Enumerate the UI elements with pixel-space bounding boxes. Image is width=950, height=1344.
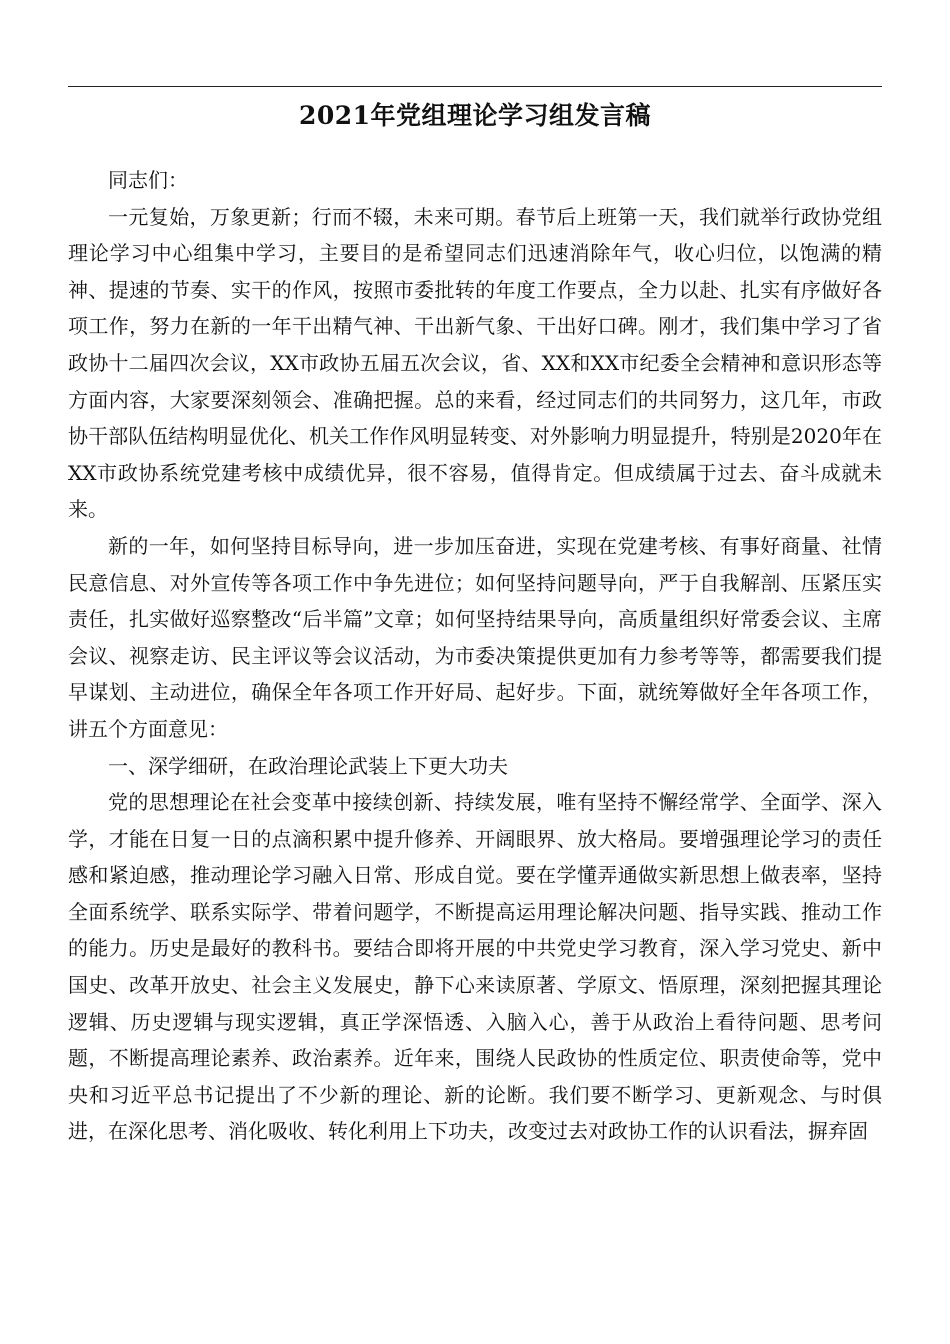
section-heading: 一、深学细研，在政治理论武装上下更大功夫 (108, 753, 508, 778)
document-title: 2021年党组理论学习组发言稿 (298, 101, 652, 130)
body-paragraph: 一元复始，万象更新；行而不辍，未来可期。春节后上班第一天，我们就举行政协党组理论学习中心组集中学习，主要目的是希望同志们迅速消除年气，收心归位，以饱满的精神、提速的节奏、实干的作风，按照市委批转的年度工作要点，全力以赴、扎实有序做好各项工作，努力在新的一年干出精气神、干出新气象、干出好口碑。刚才，我们集中学习了省政协十二届四次会议，XX市政协五届五次会议，省、XX和XX市纪委全会精神和意识形态等方面内容，大家要深刻领会、准确把握。总的来看，经过同志们的共同努力，这几年，市政协干部队伍结构明显优化、机关工作作风明显转变、对外影响力明显提升，特别是2020年在XX市政协系统党建考核中成绩优异，很不容易，值得肯定。但成绩属于过去、奋斗成就未来。 (68, 204, 882, 522)
document-body (68, 162, 882, 1150)
body-paragraph: 党的思想理论在社会变革中接续创新、持续发展，唯有坚持不懈经常学、全面学、深入学，才能在日复一日的点滴积累中提升修养、开阔眼界、放大格局。要增强理论学习的责任感和紧迫感，推动理论学习融入日常、形成自觉。要在学懂弄通做实新思想上做表率，坚持全面系统学、联系实际学、带着问题学，不断提高运用理论解决问题、指导实践、推动工作的能力。历史是最好的教科书。要结合即将开展的中共党史学习教育，深入学习党史、新中国史、改革开放史、社会主义发展史，静下心来读原著、学原文、悟原理，深刻把握其理论逻辑、历史逻辑与现实逻辑，真正学深悟透、入脑入心，善于从政治上看待问题、思考问题，不断提高理论素养、政治素养。近年来，围绕人民政协的性质定位、职责使命等，党中央和习近平总书记提出了不少新的理论、新的论断。我们要不断学习、更新观念、与时俱进，在深化思考、消化吸收、转化利用上下功夫，改变过去对政协工作的认识看法，摒弃固 (68, 790, 882, 1144)
header-rule (68, 86, 882, 87)
body-paragraph: 新的一年，如何坚持目标导向，进一步加压奋进，实现在党建考核、有事好商量、社情民意信息、对外宣传等各项工作中争先进位；如何坚持问题导向，严于自我解剖、压紧压实责任，扎实做好巡察整改“后半篇”文章；如何坚持结果导向，高质量组织好常委会议、主席会议、视察走访、民主评议等会议活动，为市委决策提供更加有力参考等等，都需要我们提早谋划、主动进位，确保全年各项工作开好局、起好步。下面，就统筹做好全年各项工作，讲五个方面意见： (68, 533, 882, 741)
salutation-paragraph: 同志们： (108, 168, 188, 192)
